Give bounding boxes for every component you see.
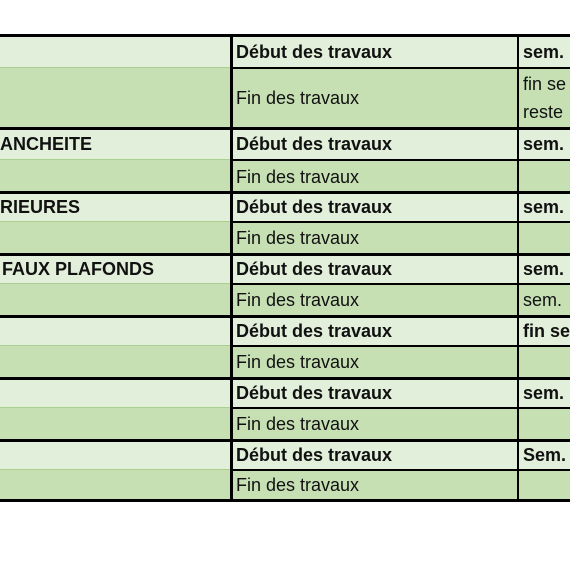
cell-phase[interactable] <box>232 440 519 470</box>
cell-lot[interactable] <box>0 68 232 128</box>
group-border <box>0 34 570 37</box>
cell-lot[interactable] <box>0 160 232 192</box>
table-row <box>0 470 570 500</box>
phase-label: Début des travaux <box>236 42 393 62</box>
cell-date[interactable] <box>519 68 570 128</box>
cell-date[interactable] <box>519 192 570 222</box>
table-row <box>0 346 570 378</box>
lot-label: RIEURES <box>0 197 81 217</box>
cell-phase[interactable] <box>232 160 519 192</box>
cell-lot[interactable] <box>0 408 232 440</box>
cell-lot[interactable] <box>0 346 232 378</box>
cell-lot[interactable] <box>0 254 232 284</box>
phase-label: Début des travaux <box>236 259 393 279</box>
cell-phase[interactable] <box>232 68 519 128</box>
cell-separator <box>0 221 232 222</box>
cell-phase[interactable] <box>232 378 519 408</box>
group-border <box>0 439 570 442</box>
cell-phase[interactable] <box>232 316 519 346</box>
phase-label: Début des travaux <box>236 134 393 154</box>
cell-phase[interactable] <box>232 254 519 284</box>
cell-separator <box>0 283 232 284</box>
group-border <box>0 315 570 318</box>
row-separator <box>232 283 570 285</box>
cell-date[interactable] <box>519 378 570 408</box>
date-value: sem. <box>523 383 565 403</box>
lot-label: ANCHEITE <box>0 134 93 154</box>
cell-separator <box>0 345 232 346</box>
cell-phase[interactable] <box>232 284 519 316</box>
column-border <box>517 34 519 502</box>
cell-separator <box>0 469 232 470</box>
cell-date[interactable] <box>519 346 570 378</box>
table-row <box>0 128 570 160</box>
phase-label: Début des travaux <box>236 197 393 217</box>
date-value-line2: reste <box>523 102 564 122</box>
group-border <box>0 377 570 380</box>
group-border <box>0 127 570 130</box>
cell-phase[interactable] <box>232 346 519 378</box>
lot-label: FAUX PLAFONDS <box>2 259 155 279</box>
group-border <box>0 499 570 502</box>
date-value: sem. <box>523 42 565 62</box>
cell-date[interactable] <box>519 440 570 470</box>
table-row <box>0 316 570 346</box>
date-value: sem. <box>523 259 565 279</box>
cell-date[interactable] <box>519 470 570 500</box>
row-separator <box>232 67 570 69</box>
cell-phase[interactable] <box>232 36 519 68</box>
date-value: sem. <box>523 134 565 154</box>
column-border <box>230 34 233 502</box>
phase-label: Fin des travaux <box>236 167 360 187</box>
date-value: fin se <box>523 321 570 341</box>
cell-lot[interactable] <box>0 284 232 316</box>
table-row <box>0 440 570 470</box>
cell-phase[interactable] <box>232 470 519 500</box>
row-separator <box>232 407 570 409</box>
group-border <box>0 253 570 256</box>
phase-label: Fin des travaux <box>236 414 360 434</box>
cell-date[interactable] <box>519 408 570 440</box>
table-row <box>0 68 570 128</box>
row-separator <box>232 469 570 471</box>
cell-phase[interactable] <box>232 128 519 160</box>
table-row <box>0 160 570 192</box>
cell-date[interactable] <box>519 36 570 68</box>
row-separator <box>232 221 570 223</box>
cell-separator <box>0 407 232 408</box>
phase-label: Fin des travaux <box>236 88 360 108</box>
cell-lot[interactable] <box>0 192 232 222</box>
cell-lot[interactable] <box>0 378 232 408</box>
phase-label: Début des travaux <box>236 321 393 341</box>
date-value: Sem. <box>523 445 567 465</box>
phase-label: Début des travaux <box>236 383 393 403</box>
cell-date[interactable] <box>519 222 570 254</box>
cell-lot[interactable] <box>0 128 232 160</box>
cell-separator <box>0 67 232 68</box>
table-row <box>0 378 570 408</box>
table-row <box>0 192 570 222</box>
cell-date[interactable] <box>519 254 570 284</box>
cell-lot[interactable] <box>0 440 232 470</box>
phase-label: Fin des travaux <box>236 290 360 310</box>
cell-lot[interactable] <box>0 36 232 68</box>
cell-phase[interactable] <box>232 222 519 254</box>
cell-lot[interactable] <box>0 222 232 254</box>
table-row <box>0 408 570 440</box>
table-row <box>0 254 570 284</box>
cell-phase[interactable] <box>232 192 519 222</box>
cell-date[interactable] <box>519 284 570 316</box>
date-value: sem. <box>523 290 563 310</box>
cell-phase[interactable] <box>232 408 519 440</box>
cell-lot[interactable] <box>0 316 232 346</box>
cell-date[interactable] <box>519 316 570 346</box>
cell-date[interactable] <box>519 160 570 192</box>
date-value: sem. <box>523 197 565 217</box>
date-value: fin se <box>523 74 567 94</box>
table-row <box>0 222 570 254</box>
cell-separator <box>0 159 232 160</box>
group-border <box>0 191 570 194</box>
cell-lot[interactable] <box>0 470 232 500</box>
row-separator <box>232 345 570 347</box>
cell-date[interactable] <box>519 128 570 160</box>
table-row <box>0 36 570 68</box>
row-separator <box>232 159 570 161</box>
phase-label: Fin des travaux <box>236 352 360 372</box>
phase-label: Début des travaux <box>236 445 393 465</box>
phase-label: Fin des travaux <box>236 475 360 495</box>
table-row <box>0 284 570 316</box>
phase-label: Fin des travaux <box>236 228 360 248</box>
